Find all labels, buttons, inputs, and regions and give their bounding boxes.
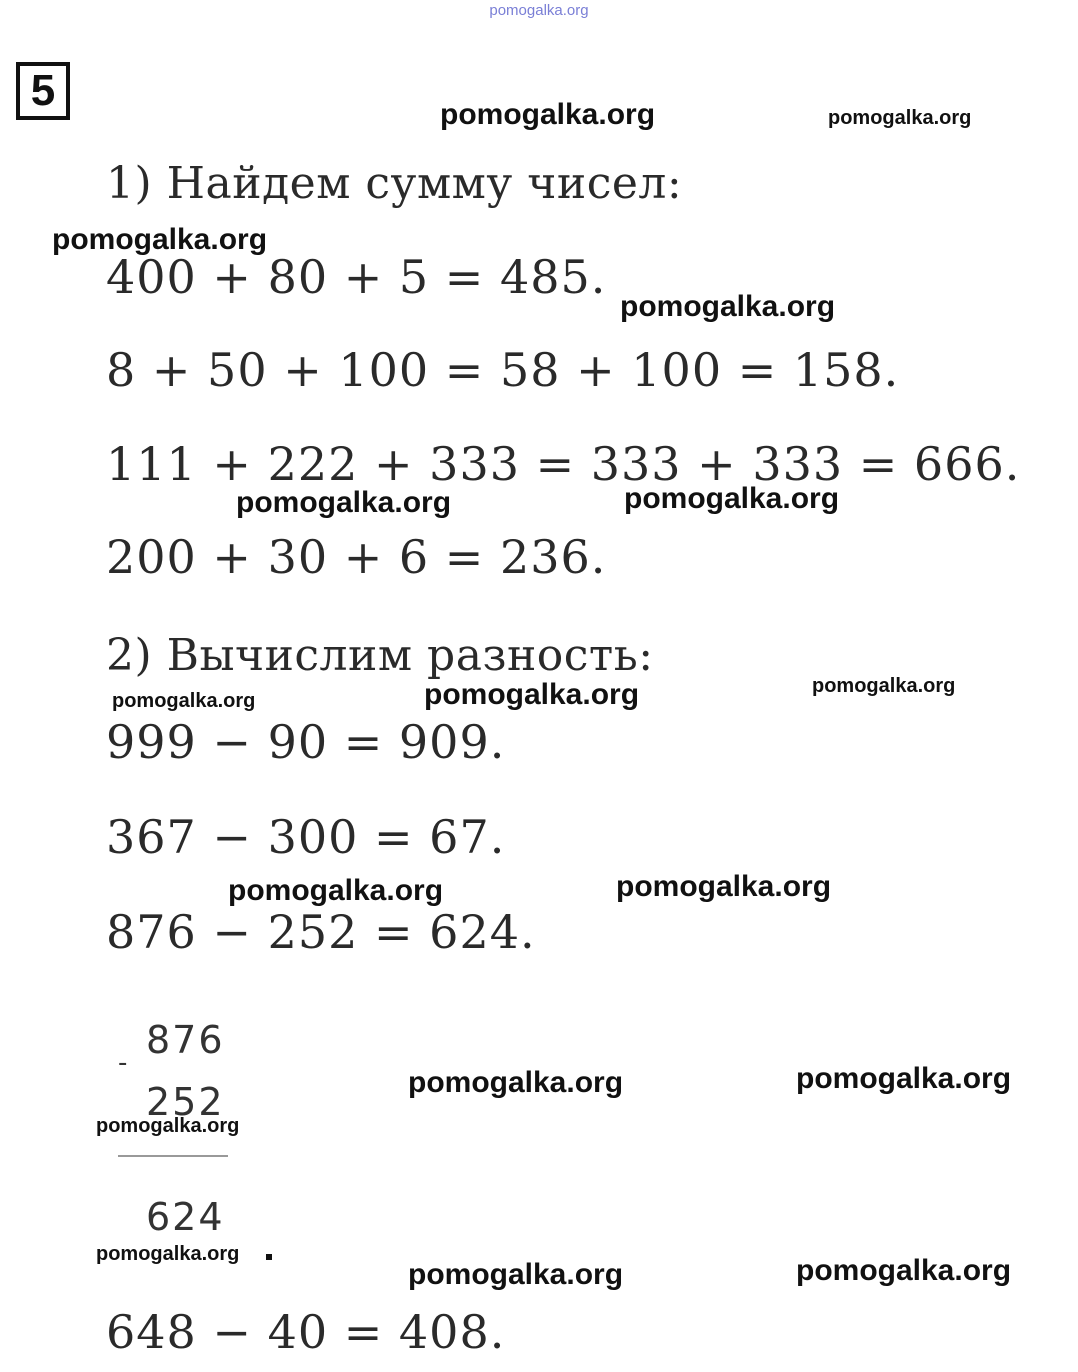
column-minuend: 876	[146, 1018, 225, 1062]
column-period-dot	[266, 1254, 272, 1260]
watermark-text: pomogalka.org	[812, 675, 956, 697]
section2-equation-3: 876 − 252 = 624.	[106, 905, 536, 959]
watermark-text: pomogalka.org	[236, 486, 452, 519]
section1-equation-2: 8 + 50 + 100 = 58 + 100 = 158.	[106, 343, 900, 397]
task-number-box: 5	[16, 62, 70, 120]
column-minus-sign: -	[118, 1048, 130, 1078]
watermark-text: pomogalka.org	[96, 1115, 240, 1137]
watermark-text: pomogalka.org	[796, 1254, 1012, 1287]
section1-heading: 1) Найдем сумму чисел:	[106, 158, 683, 209]
watermark-text: pomogalka.org	[424, 678, 640, 711]
watermark-text: pomogalka.org	[408, 1066, 624, 1099]
top-watermark: pomogalka.org	[489, 2, 589, 19]
watermark-text: pomogalka.org	[620, 290, 836, 323]
column-subtrahend: 252	[146, 1080, 225, 1124]
watermark-text: pomogalka.org	[96, 1243, 240, 1265]
section1-equation-4: 200 + 30 + 6 = 236.	[106, 530, 607, 584]
section1-equation-1: 400 + 80 + 5 = 485.	[106, 250, 607, 304]
column-result: 624	[146, 1195, 225, 1239]
watermark-text: pomogalka.org	[228, 874, 444, 907]
watermark-text: pomogalka.org	[408, 1258, 624, 1291]
watermark-text: pomogalka.org	[796, 1062, 1012, 1095]
watermark-text: pomogalka.org	[112, 690, 256, 712]
watermark-text: pomogalka.org	[624, 482, 840, 515]
watermark-text: pomogalka.org	[616, 870, 832, 903]
watermark-text: pomogalka.org	[440, 98, 656, 131]
watermark-text: pomogalka.org	[52, 223, 268, 256]
watermark-text: pomogalka.org	[828, 107, 972, 129]
section2-equation-1: 999 − 90 = 909.	[106, 715, 506, 769]
section1-equation-3: 111 + 222 + 333 = 333 + 333 = 666.	[106, 437, 1021, 491]
section2-equation-2: 367 − 300 = 67.	[106, 810, 506, 864]
column-divider-line	[118, 1155, 228, 1157]
section2-heading: 2) Вычислим разность:	[106, 630, 654, 681]
final-equation: 648 − 40 = 408.	[106, 1305, 506, 1359]
